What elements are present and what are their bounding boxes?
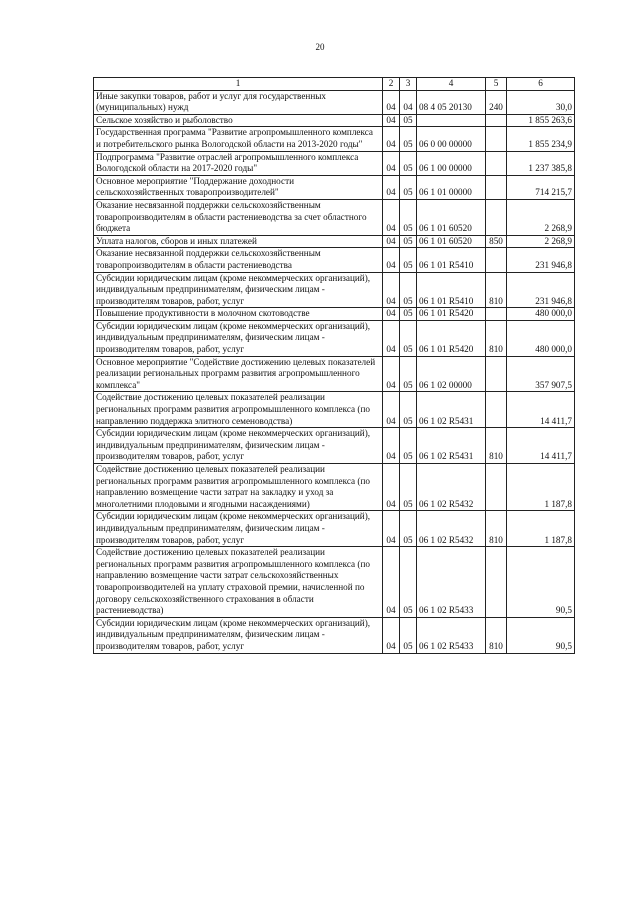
cell-name: Уплата налогов, сборов и иных платежей xyxy=(94,235,383,248)
table-row xyxy=(94,464,575,511)
cell-section: 04 xyxy=(383,356,400,392)
cell-expense-type xyxy=(486,127,507,151)
cell-name: Сельское хозяйство и рыболовство xyxy=(94,114,383,127)
cell-subsection: 05 xyxy=(400,547,417,618)
cell-amount: 1 237 385,8 xyxy=(507,151,575,175)
cell-expense-type xyxy=(486,392,507,428)
cell-section: 04 xyxy=(383,547,400,618)
table-row xyxy=(94,127,575,151)
cell-subsection: 05 xyxy=(400,235,417,248)
cell-section: 04 xyxy=(383,235,400,248)
cell-name: Иные закупки товаров, работ и услуг для государственных (муниципальных) нужд xyxy=(94,90,383,114)
cell-section: 04 xyxy=(383,248,400,272)
cell-subsection: 05 xyxy=(400,151,417,175)
cell-target-article: 06 1 02 R5431 xyxy=(417,428,486,464)
cell-name: Субсидии юридическим лицам (кроме некоммерческих организаций), индивидуальным предпринимателям, физическим лицам - производителям товаров, работ, услуг xyxy=(94,511,383,547)
cell-subsection: 05 xyxy=(400,617,417,653)
header-cell-section: 2 xyxy=(383,78,400,91)
cell-target-article: 06 1 01 R5410 xyxy=(417,272,486,308)
table-row xyxy=(94,511,575,547)
cell-target-article: 06 1 02 R5432 xyxy=(417,511,486,547)
cell-target-article: 06 1 02 R5433 xyxy=(417,617,486,653)
cell-amount: 2 268,9 xyxy=(507,235,575,248)
header-cell-name: 1 xyxy=(94,78,383,91)
header-cell-amount: 6 xyxy=(507,78,575,91)
cell-section: 04 xyxy=(383,308,400,321)
cell-section: 04 xyxy=(383,90,400,114)
cell-section: 04 xyxy=(383,464,400,511)
cell-subsection: 05 xyxy=(400,356,417,392)
cell-subsection: 05 xyxy=(400,320,417,356)
cell-name: Основное мероприятие "Содействие достижению целевых показателей реализации региональных программ развития агропромышленного комплекса" xyxy=(94,356,383,392)
table-row xyxy=(94,428,575,464)
cell-target-article: 06 1 01 60520 xyxy=(417,199,486,235)
cell-name: Содействие достижению целевых показателей реализации региональных программ развития агропромышленного комплекса (по направлению возмещение части затрат на закладку и уход за многолетними плодовыми и ягодными насаждениями) xyxy=(94,464,383,511)
cell-subsection: 05 xyxy=(400,127,417,151)
cell-name: Содействие достижению целевых показателей реализации региональных программ развития агропромышленного комплекса (по направлению поддержка элитного семеноводства) xyxy=(94,392,383,428)
budget-table-body xyxy=(94,78,575,654)
cell-subsection: 04 xyxy=(400,90,417,114)
cell-expense-type xyxy=(486,151,507,175)
cell-section: 04 xyxy=(383,114,400,127)
cell-section: 04 xyxy=(383,127,400,151)
header-cell-subsection: 3 xyxy=(400,78,417,91)
cell-amount: 90,5 xyxy=(507,617,575,653)
cell-amount: 30,0 xyxy=(507,90,575,114)
table-row xyxy=(94,114,575,127)
cell-target-article: 06 1 00 00000 xyxy=(417,151,486,175)
cell-name: Основное мероприятие "Поддержание доходности сельскохозяйственных товаропроизводителей" xyxy=(94,175,383,199)
cell-amount: 1 187,8 xyxy=(507,464,575,511)
cell-amount: 14 411,7 xyxy=(507,428,575,464)
cell-amount: 1 855 234,9 xyxy=(507,127,575,151)
cell-name: Государственная программа "Развитие агропромышленного комплекса и потребительского рынка Вологодской области на 2013-2020 годы" xyxy=(94,127,383,151)
table-row xyxy=(94,248,575,272)
cell-expense-type xyxy=(486,308,507,321)
cell-name: Повышение продуктивности в молочном скотоводстве xyxy=(94,308,383,321)
page-number: 20 xyxy=(315,42,325,52)
cell-subsection: 05 xyxy=(400,199,417,235)
cell-target-article: 06 1 01 R5420 xyxy=(417,308,486,321)
cell-subsection: 05 xyxy=(400,272,417,308)
cell-name: Оказание несвязанной поддержки сельскохозяйственным товаропроизводителям в области растениеводства за счет областного бюджета xyxy=(94,199,383,235)
cell-subsection: 05 xyxy=(400,392,417,428)
table-row xyxy=(94,235,575,248)
table-row xyxy=(94,308,575,321)
cell-expense-type xyxy=(486,114,507,127)
cell-section: 04 xyxy=(383,199,400,235)
cell-amount: 714 215,7 xyxy=(507,175,575,199)
cell-amount: 2 268,9 xyxy=(507,199,575,235)
cell-amount: 90,5 xyxy=(507,547,575,618)
cell-subsection: 05 xyxy=(400,175,417,199)
cell-subsection: 05 xyxy=(400,308,417,321)
cell-subsection: 05 xyxy=(400,428,417,464)
cell-amount: 480 000,0 xyxy=(507,308,575,321)
cell-name: Содействие достижению целевых показателей реализации региональных программ развития агропромышленного комплекса (по направлению возмещение части затрат сельскохозяйственных товаропроизводителей на уплату страховой премии, начисленной по договору сельскохозяйственного страхования в области растениеводства) xyxy=(94,547,383,618)
cell-target-article: 06 1 01 R5410 xyxy=(417,248,486,272)
table-row xyxy=(94,320,575,356)
cell-target-article: 06 1 02 00000 xyxy=(417,356,486,392)
cell-expense-type: 240 xyxy=(486,90,507,114)
cell-section: 04 xyxy=(383,617,400,653)
cell-target-article: 06 0 00 00000 xyxy=(417,127,486,151)
header-row xyxy=(94,78,575,91)
cell-section: 04 xyxy=(383,272,400,308)
cell-subsection: 05 xyxy=(400,248,417,272)
cell-name: Субсидии юридическим лицам (кроме некоммерческих организаций), индивидуальным предпринимателям, физическим лицам - производителям товаров, работ, услуг xyxy=(94,428,383,464)
cell-target-article: 06 1 01 R5420 xyxy=(417,320,486,356)
cell-amount: 14 411,7 xyxy=(507,392,575,428)
table-row xyxy=(94,617,575,653)
cell-expense-type: 810 xyxy=(486,511,507,547)
cell-expense-type: 810 xyxy=(486,320,507,356)
cell-expense-type xyxy=(486,356,507,392)
cell-name: Субсидии юридическим лицам (кроме некоммерческих организаций), индивидуальным предпринимателям, физическим лицам - производителям товаров, работ, услуг xyxy=(94,617,383,653)
cell-expense-type xyxy=(486,464,507,511)
cell-target-article: 06 1 01 00000 xyxy=(417,175,486,199)
cell-section: 04 xyxy=(383,392,400,428)
cell-target-article: 08 4 05 20130 xyxy=(417,90,486,114)
cell-target-article: 06 1 01 60520 xyxy=(417,235,486,248)
table-row xyxy=(94,175,575,199)
cell-section: 04 xyxy=(383,511,400,547)
cell-name: Субсидии юридическим лицам (кроме некоммерческих организаций), индивидуальным предпринимателям, физическим лицам - производителям товаров, работ, услуг xyxy=(94,272,383,308)
cell-expense-type xyxy=(486,175,507,199)
cell-expense-type: 850 xyxy=(486,235,507,248)
cell-expense-type: 810 xyxy=(486,617,507,653)
cell-section: 04 xyxy=(383,151,400,175)
header-cell-expense-type: 5 xyxy=(486,78,507,91)
table-row xyxy=(94,90,575,114)
cell-section: 04 xyxy=(383,428,400,464)
cell-name: Субсидии юридическим лицам (кроме некоммерческих организаций), индивидуальным предпринимателям, физическим лицам - производителям товаров, работ, услуг xyxy=(94,320,383,356)
table-row xyxy=(94,199,575,235)
cell-name: Оказание несвязанной поддержки сельскохозяйственным товаропроизводителям в области растениеводства xyxy=(94,248,383,272)
cell-amount: 1 187,8 xyxy=(507,511,575,547)
cell-expense-type: 810 xyxy=(486,272,507,308)
cell-amount: 231 946,8 xyxy=(507,272,575,308)
cell-amount: 231 946,8 xyxy=(507,248,575,272)
table-row xyxy=(94,151,575,175)
cell-section: 04 xyxy=(383,320,400,356)
cell-expense-type: 810 xyxy=(486,428,507,464)
cell-subsection: 05 xyxy=(400,114,417,127)
budget-table xyxy=(93,77,575,654)
cell-expense-type xyxy=(486,199,507,235)
cell-expense-type xyxy=(486,547,507,618)
cell-target-article: 06 1 02 R5432 xyxy=(417,464,486,511)
cell-target-article: 06 1 02 R5431 xyxy=(417,392,486,428)
table-row xyxy=(94,356,575,392)
cell-target-article: 06 1 02 R5433 xyxy=(417,547,486,618)
cell-target-article xyxy=(417,114,486,127)
cell-subsection: 05 xyxy=(400,464,417,511)
table-row xyxy=(94,392,575,428)
cell-amount: 480 000,0 xyxy=(507,320,575,356)
header-cell-target-article: 4 xyxy=(417,78,486,91)
cell-amount: 357 907,5 xyxy=(507,356,575,392)
cell-section: 04 xyxy=(383,175,400,199)
cell-subsection: 05 xyxy=(400,511,417,547)
cell-amount: 1 855 263,6 xyxy=(507,114,575,127)
cell-expense-type xyxy=(486,248,507,272)
table-row xyxy=(94,272,575,308)
table-row xyxy=(94,547,575,618)
cell-name: Подпрограмма "Развитие отраслей агропромышленного комплекса Вологодской области на 2017-2020 годы" xyxy=(94,151,383,175)
